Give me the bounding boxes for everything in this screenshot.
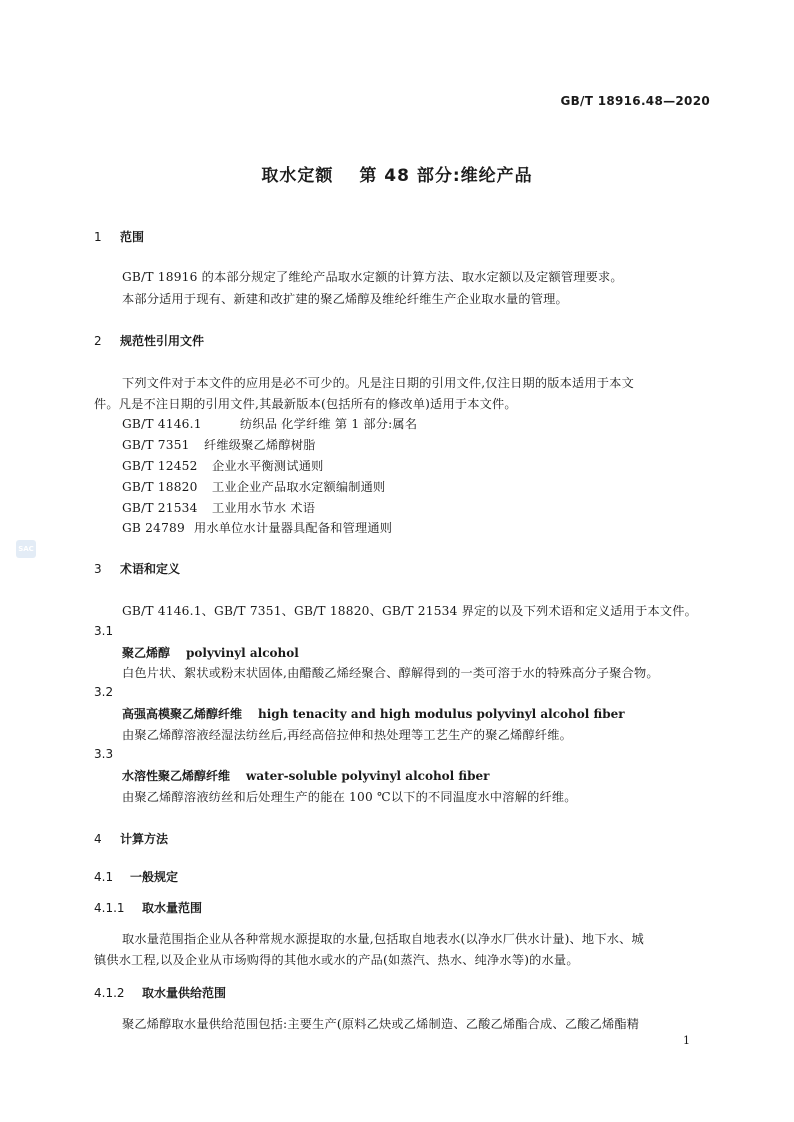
title-part1: 取水定额 <box>261 166 334 186</box>
section-4-heading: 4 计算方法 <box>94 832 169 846</box>
section-3-intro: GB/T 4146.1、GB/T 7351、GB/T 18820、GB/T 21534 界定的以及下列术语和定义适用于本文件。 <box>122 604 698 618</box>
section-1-para-1: GB/T 18916 的本部分规定了维纶产品取水定额的计算方法、取水定额以及定额管理要求。 <box>122 270 623 284</box>
section-1-heading: 1 范围 <box>94 230 145 244</box>
section-4-1-2-line-1: 聚乙烯醇取水量供给范围包括:主要生产(原料乙炔或乙烯制造、乙酸乙烯酯合成、乙酸乙烯酯精 <box>122 1017 640 1031</box>
title-part2: 第 48 部分:维纶产品 <box>359 166 533 186</box>
section-3-heading: 3 术语和定义 <box>94 562 181 576</box>
document-title <box>0 161 794 186</box>
term-definition: 由聚乙烯醇溶液经湿法纺丝后,再经高倍拉伸和热处理等工艺生产的聚乙烯醇纤维。 <box>122 728 573 742</box>
section-4-1-1-line-2: 镇供水工程,以及企业从市场购得的其他水或水的产品(如蒸汽、热水、纯净水等)的水量。 <box>94 953 579 967</box>
reference-item: GB/T 4146.1 纺织品 化学纤维 第 1 部分:属名 <box>122 417 418 431</box>
section-4-1-1-line-1: 取水量范围指企业从各种常规水源提取的水量,包括取自地表水(以净水厂供水计量)、地下水、城 <box>122 932 644 946</box>
standard-number: GB/T 18916.48—2020 <box>560 94 710 108</box>
term-title: 水溶性聚乙烯醇纤维 water-soluble polyvinyl alcohol fiber <box>122 769 490 783</box>
reference-item: GB 24789 用水单位水计量器具配备和管理通则 <box>122 521 393 535</box>
term-definition: 白色片状、絮状或粉末状固体,由醋酸乙烯经聚合、醇解得到的一类可溶于水的特殊高分子聚合物。 <box>122 666 659 680</box>
section-4-1-1-heading: 4.1.1 取水量范围 <box>94 901 203 915</box>
sac-watermark: SAC <box>16 540 36 558</box>
section-2-para-line-1: 下列文件对于本文件的应用是必不可少的。凡是注日期的引用文件,仅注日期的版本适用于本文 <box>122 376 634 390</box>
section-2-heading: 2 规范性引用文件 <box>94 334 205 348</box>
reference-item: GB/T 21534 工业用水节水 术语 <box>122 501 316 515</box>
section-4-1-heading: 4.1 一般规定 <box>94 870 179 884</box>
section-1-para-2: 本部分适用于现有、新建和改扩建的聚乙烯醇及维纶纤维生产企业取水量的管理。 <box>122 292 568 306</box>
term-definition: 由聚乙烯醇溶液纺丝和后处理生产的能在 100 ℃以下的不同温度水中溶解的纤维。 <box>122 790 577 804</box>
reference-item: GB/T 12452 企业水平衡测试通则 <box>122 459 324 473</box>
section-4-1-2-heading: 4.1.2 取水量供给范围 <box>94 986 227 1000</box>
term-number: 3.2 <box>94 685 114 699</box>
page-number: 1 <box>683 1034 690 1047</box>
term-number: 3.3 <box>94 747 114 761</box>
term-title: 高强高模聚乙烯醇纤维 high tenacity and high modulus polyvinyl alcohol fiber <box>122 707 625 721</box>
reference-item: GB/T 18820 工业企业产品取水定额编制通则 <box>122 480 386 494</box>
reference-item: GB/T 7351 纤维级聚乙烯醇树脂 <box>122 438 316 452</box>
term-number: 3.1 <box>94 624 114 638</box>
term-title: 聚乙烯醇 polyvinyl alcohol <box>122 646 299 660</box>
section-2-para-line-2: 件。凡是不注日期的引用文件,其最新版本(包括所有的修改单)适用于本文件。 <box>94 397 517 411</box>
